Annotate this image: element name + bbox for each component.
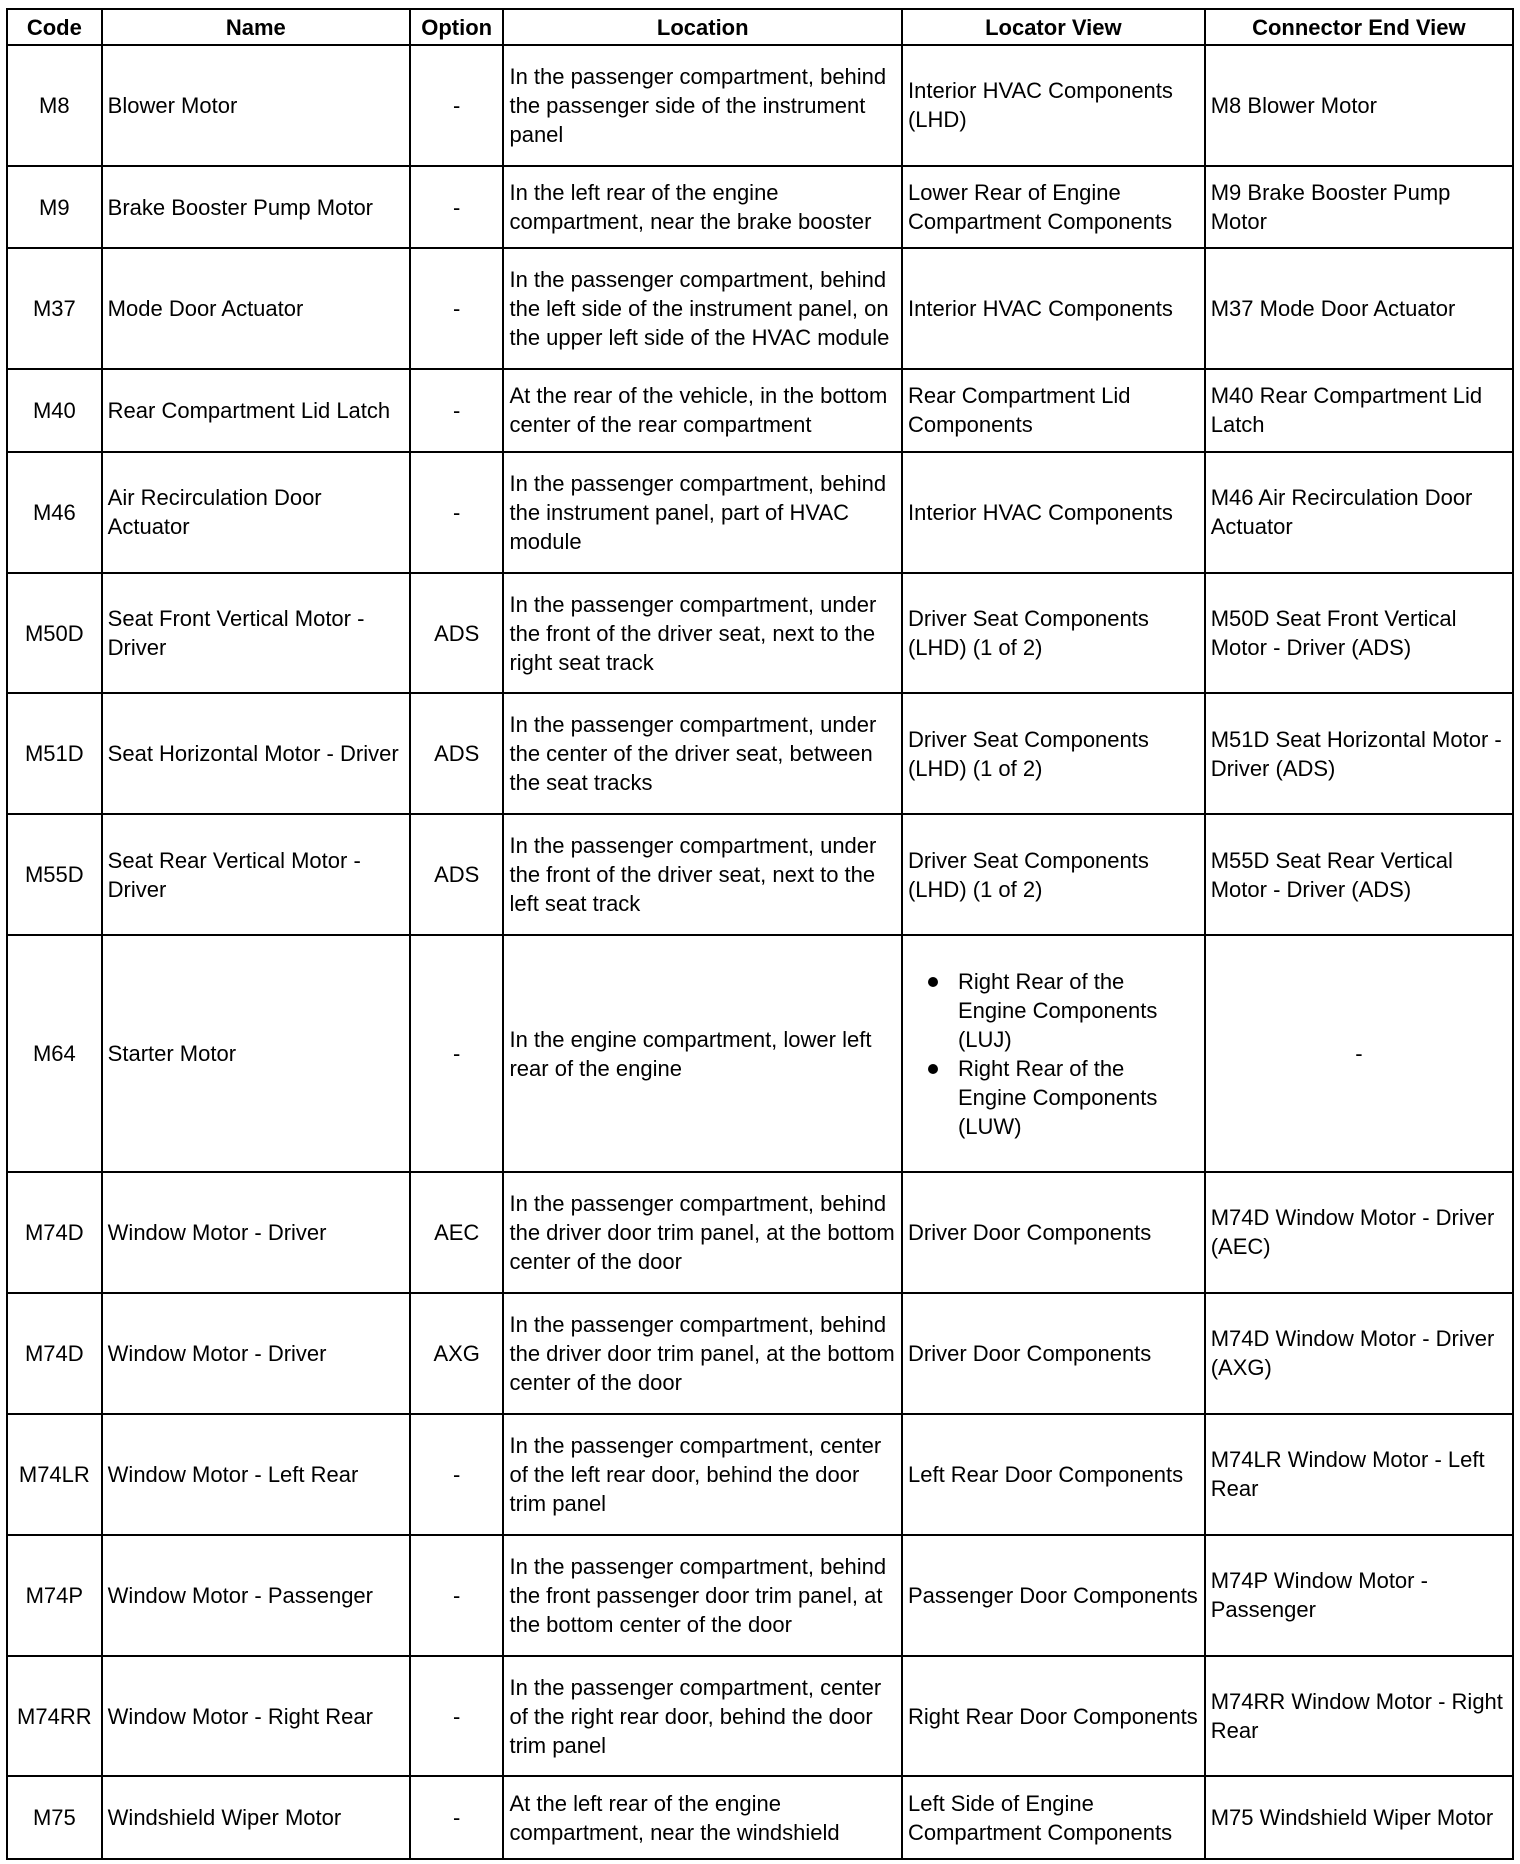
cell-name: Seat Front Vertical Motor - Driver — [102, 573, 410, 694]
cell-connector-end-view: M50D Seat Front Vertical Motor - Driver (ADS) — [1205, 573, 1513, 694]
table-row — [7, 1414, 1513, 1535]
table-row — [7, 814, 1513, 935]
cell-connector-end-view: M40 Rear Compartment Lid Latch — [1205, 369, 1513, 451]
cell-code: M55D — [7, 814, 102, 935]
cell-locator-view: Driver Seat Components (LHD) (1 of 2) — [902, 573, 1205, 694]
cell-location: In the engine compartment, lower left rear of the engine — [503, 935, 902, 1172]
table-row — [7, 248, 1513, 369]
table-row — [7, 1656, 1513, 1777]
table-row — [7, 1293, 1513, 1414]
cell-connector-end-view: M37 Mode Door Actuator — [1205, 248, 1513, 369]
header-code: Code — [7, 9, 102, 45]
cell-location: In the passenger compartment, under the center of the driver seat, between the seat tracks — [503, 693, 902, 814]
cell-option: - — [410, 248, 504, 369]
cell-option: - — [410, 1776, 504, 1859]
cell-locator-view: Interior HVAC Components — [902, 452, 1205, 573]
cell-name: Window Motor - Right Rear — [102, 1656, 410, 1777]
cell-locator-view: Lower Rear of Engine Compartment Components — [902, 166, 1205, 248]
table-row — [7, 935, 1513, 1172]
cell-locator-view: Passenger Door Components — [902, 1535, 1205, 1656]
cell-location: In the passenger compartment, behind the left side of the instrument panel, on the upper left side of the HVAC module — [503, 248, 902, 369]
component-locator-table — [6, 8, 1514, 1860]
table-row — [7, 45, 1513, 166]
table-row — [7, 1172, 1513, 1293]
cell-name: Seat Rear Vertical Motor - Driver — [102, 814, 410, 935]
cell-location: In the passenger compartment, under the front of the driver seat, next to the right seat track — [503, 573, 902, 694]
header-location: Location — [503, 9, 902, 45]
cell-connector-end-view: M8 Blower Motor — [1205, 45, 1513, 166]
cell-connector-end-view: M46 Air Recirculation Door Actuator — [1205, 452, 1513, 573]
cell-connector-end-view: M74P Window Motor - Passenger — [1205, 1535, 1513, 1656]
cell-locator-view: Interior HVAC Components (LHD) — [902, 45, 1205, 166]
cell-code: M74D — [7, 1172, 102, 1293]
cell-locator-view: Driver Seat Components (LHD) (1 of 2) — [902, 814, 1205, 935]
cell-code: M46 — [7, 452, 102, 573]
cell-code: M74LR — [7, 1414, 102, 1535]
cell-code: M51D — [7, 693, 102, 814]
cell-name: Blower Motor — [102, 45, 410, 166]
cell-code: M37 — [7, 248, 102, 369]
cell-location: In the passenger compartment, behind the instrument panel, part of HVAC module — [503, 452, 902, 573]
cell-location: In the passenger compartment, behind the driver door trim panel, at the bottom center of the door — [503, 1293, 902, 1414]
cell-location: In the passenger compartment, behind the driver door trim panel, at the bottom center of the door — [503, 1172, 902, 1293]
cell-name: Windshield Wiper Motor — [102, 1776, 410, 1859]
cell-locator-view: Driver Door Components — [902, 1293, 1205, 1414]
cell-connector-end-view: - — [1205, 935, 1513, 1172]
locator-view-list-item: Right Rear of the Engine Components (LUJ) — [908, 967, 1199, 1054]
cell-locator-view: Right Rear Door Components — [902, 1656, 1205, 1777]
locator-view-list-item: Right Rear of the Engine Components (LUW) — [908, 1054, 1199, 1141]
cell-name: Seat Horizontal Motor - Driver — [102, 693, 410, 814]
cell-connector-end-view: M74LR Window Motor - Left Rear — [1205, 1414, 1513, 1535]
table-header-row — [7, 9, 1513, 45]
cell-connector-end-view: M9 Brake Booster Pump Motor — [1205, 166, 1513, 248]
cell-option: - — [410, 1656, 504, 1777]
cell-option: AXG — [410, 1293, 504, 1414]
cell-option: - — [410, 1535, 504, 1656]
cell-name: Brake Booster Pump Motor — [102, 166, 410, 248]
cell-location: In the passenger compartment, center of the left rear door, behind the door trim panel — [503, 1414, 902, 1535]
cell-name: Air Recirculation Door Actuator — [102, 452, 410, 573]
cell-location: At the left rear of the engine compartment, near the windshield — [503, 1776, 902, 1859]
cell-name: Window Motor - Passenger — [102, 1535, 410, 1656]
cell-locator-view: Driver Door Components — [902, 1172, 1205, 1293]
header-option: Option — [410, 9, 504, 45]
cell-location: In the left rear of the engine compartment, near the brake booster — [503, 166, 902, 248]
cell-code: M8 — [7, 45, 102, 166]
cell-name: Window Motor - Driver — [102, 1293, 410, 1414]
table-row — [7, 1776, 1513, 1859]
table-row — [7, 369, 1513, 451]
cell-connector-end-view: M75 Windshield Wiper Motor — [1205, 1776, 1513, 1859]
cell-code: M64 — [7, 935, 102, 1172]
table-row — [7, 573, 1513, 694]
cell-connector-end-view: M74RR Window Motor - Right Rear — [1205, 1656, 1513, 1777]
cell-location: In the passenger compartment, under the front of the driver seat, next to the left seat track — [503, 814, 902, 935]
table-row — [7, 166, 1513, 248]
cell-code: M40 — [7, 369, 102, 451]
cell-option: - — [410, 452, 504, 573]
cell-location: In the passenger compartment, center of the right rear door, behind the door trim panel — [503, 1656, 902, 1777]
cell-connector-end-view: M74D Window Motor - Driver (AEC) — [1205, 1172, 1513, 1293]
cell-locator-view: Left Side of Engine Compartment Components — [902, 1776, 1205, 1859]
cell-option: - — [410, 369, 504, 451]
table-row — [7, 452, 1513, 573]
cell-locator-view — [902, 935, 1205, 1172]
cell-connector-end-view: M55D Seat Rear Vertical Motor - Driver (ADS) — [1205, 814, 1513, 935]
cell-option: - — [410, 1414, 504, 1535]
cell-option: AEC — [410, 1172, 504, 1293]
cell-code: M75 — [7, 1776, 102, 1859]
cell-option: ADS — [410, 693, 504, 814]
table-row — [7, 693, 1513, 814]
cell-name: Starter Motor — [102, 935, 410, 1172]
cell-option: - — [410, 166, 504, 248]
cell-location: At the rear of the vehicle, in the bottom center of the rear compartment — [503, 369, 902, 451]
cell-option: ADS — [410, 573, 504, 694]
locator-view-list — [908, 967, 1199, 1141]
header-connector-end-view: Connector End View — [1205, 9, 1513, 45]
cell-name: Rear Compartment Lid Latch — [102, 369, 410, 451]
cell-location: In the passenger compartment, behind the passenger side of the instrument panel — [503, 45, 902, 166]
cell-code: M74RR — [7, 1656, 102, 1777]
cell-option: ADS — [410, 814, 504, 935]
cell-name: Mode Door Actuator — [102, 248, 410, 369]
header-name: Name — [102, 9, 410, 45]
cell-option: - — [410, 45, 504, 166]
cell-locator-view: Driver Seat Components (LHD) (1 of 2) — [902, 693, 1205, 814]
cell-connector-end-view: M51D Seat Horizontal Motor - Driver (ADS) — [1205, 693, 1513, 814]
cell-locator-view: Left Rear Door Components — [902, 1414, 1205, 1535]
cell-locator-view: Rear Compartment Lid Components — [902, 369, 1205, 451]
cell-location: In the passenger compartment, behind the front passenger door trim panel, at the bottom center of the door — [503, 1535, 902, 1656]
cell-code: M74D — [7, 1293, 102, 1414]
cell-name: Window Motor - Left Rear — [102, 1414, 410, 1535]
header-locator-view: Locator View — [902, 9, 1205, 45]
cell-connector-end-view: M74D Window Motor - Driver (AXG) — [1205, 1293, 1513, 1414]
cell-code: M9 — [7, 166, 102, 248]
cell-code: M74P — [7, 1535, 102, 1656]
cell-name: Window Motor - Driver — [102, 1172, 410, 1293]
table-row — [7, 1535, 1513, 1656]
cell-option: - — [410, 935, 504, 1172]
cell-code: M50D — [7, 573, 102, 694]
cell-locator-view: Interior HVAC Components — [902, 248, 1205, 369]
